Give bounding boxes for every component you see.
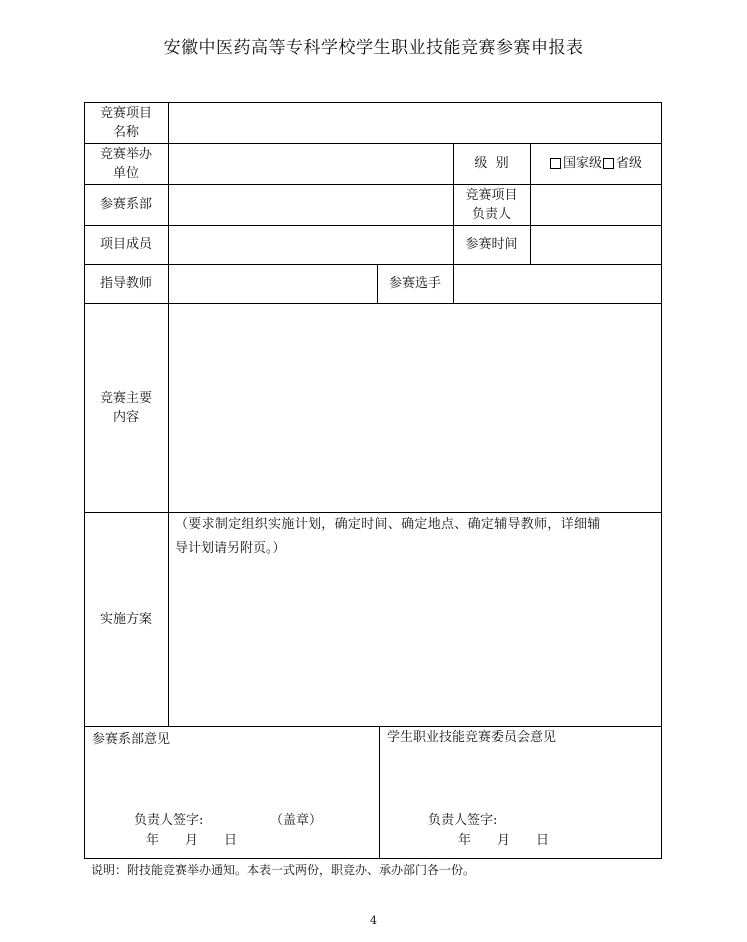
label-competition-name bbox=[84, 102, 168, 143]
label-line: 竞赛举办 bbox=[99, 146, 152, 162]
field-department[interactable] bbox=[169, 185, 453, 225]
field-implementation-plan[interactable] bbox=[169, 560, 661, 726]
field-members[interactable] bbox=[169, 226, 453, 264]
label-line: 负责人 bbox=[471, 206, 511, 222]
footnote: 说明：附技能竞赛举办通知。本表一式两份，职竞办、承办部门各一份。 bbox=[91, 863, 476, 877]
label-time: 参赛时间 bbox=[465, 237, 518, 252]
label-line: 内容 bbox=[112, 409, 139, 425]
label-level: 级 别 bbox=[474, 156, 509, 171]
option-provincial-label: 省级 bbox=[616, 156, 643, 171]
checkbox-national[interactable] bbox=[550, 158, 561, 169]
seal-label: （盖章） bbox=[270, 813, 323, 828]
label-members: 项目成员 bbox=[99, 237, 152, 252]
dept-date bbox=[146, 831, 237, 850]
field-teacher[interactable] bbox=[169, 265, 377, 303]
label-committee-opinion: 学生职业技能竞赛委员会意见 bbox=[387, 730, 557, 745]
row-divider bbox=[84, 726, 662, 727]
row-divider bbox=[84, 512, 662, 513]
label-contestant: 参赛选手 bbox=[388, 276, 441, 291]
day-label: 日 bbox=[536, 833, 550, 848]
label-line: 竞赛项目 bbox=[99, 105, 152, 121]
label-line: 竞赛主要 bbox=[99, 390, 152, 406]
label-line: 名称 bbox=[112, 124, 139, 140]
col-divider bbox=[379, 726, 380, 859]
page-title: 安徽中医药高等专科学校学生职业技能竞赛参赛申报表 bbox=[163, 38, 584, 58]
year-label: 年 bbox=[146, 833, 160, 848]
dept-signature-label: 负责人签字: bbox=[134, 813, 204, 828]
level-options bbox=[530, 143, 662, 184]
label-line: 单位 bbox=[112, 165, 139, 181]
month-label: 月 bbox=[497, 833, 511, 848]
plan-instructions bbox=[175, 515, 661, 558]
field-time[interactable] bbox=[531, 226, 662, 264]
label-line: 竞赛项目 bbox=[465, 187, 518, 203]
plan-note-line: （要求制定组织实施计划，确定时间、确定地点、确定辅导教师，详细辅 bbox=[175, 517, 601, 532]
field-organizer[interactable] bbox=[169, 144, 453, 184]
committee-signature-label: 负责人签字: bbox=[428, 813, 498, 828]
month-label: 月 bbox=[185, 833, 199, 848]
label-dept-opinion: 参赛系部意见 bbox=[92, 732, 171, 747]
option-national-label: 国家级 bbox=[562, 156, 602, 171]
field-contestant[interactable] bbox=[454, 265, 662, 303]
label-main-content bbox=[84, 303, 168, 512]
field-project-leader[interactable] bbox=[531, 185, 662, 225]
label-project-leader bbox=[453, 184, 530, 225]
page-number: 4 bbox=[370, 914, 377, 927]
checkbox-provincial[interactable] bbox=[603, 158, 614, 169]
label-department: 参赛系部 bbox=[99, 197, 152, 212]
label-teacher: 指导教师 bbox=[99, 276, 152, 291]
year-label: 年 bbox=[458, 833, 472, 848]
plan-note-line: 导计划请另附页。） bbox=[175, 541, 286, 556]
label-implementation-plan: 实施方案 bbox=[99, 611, 152, 627]
committee-date bbox=[458, 831, 549, 850]
field-main-content[interactable] bbox=[169, 304, 661, 512]
day-label: 日 bbox=[224, 833, 238, 848]
label-organizer bbox=[84, 143, 168, 184]
field-competition-name[interactable] bbox=[169, 103, 661, 143]
